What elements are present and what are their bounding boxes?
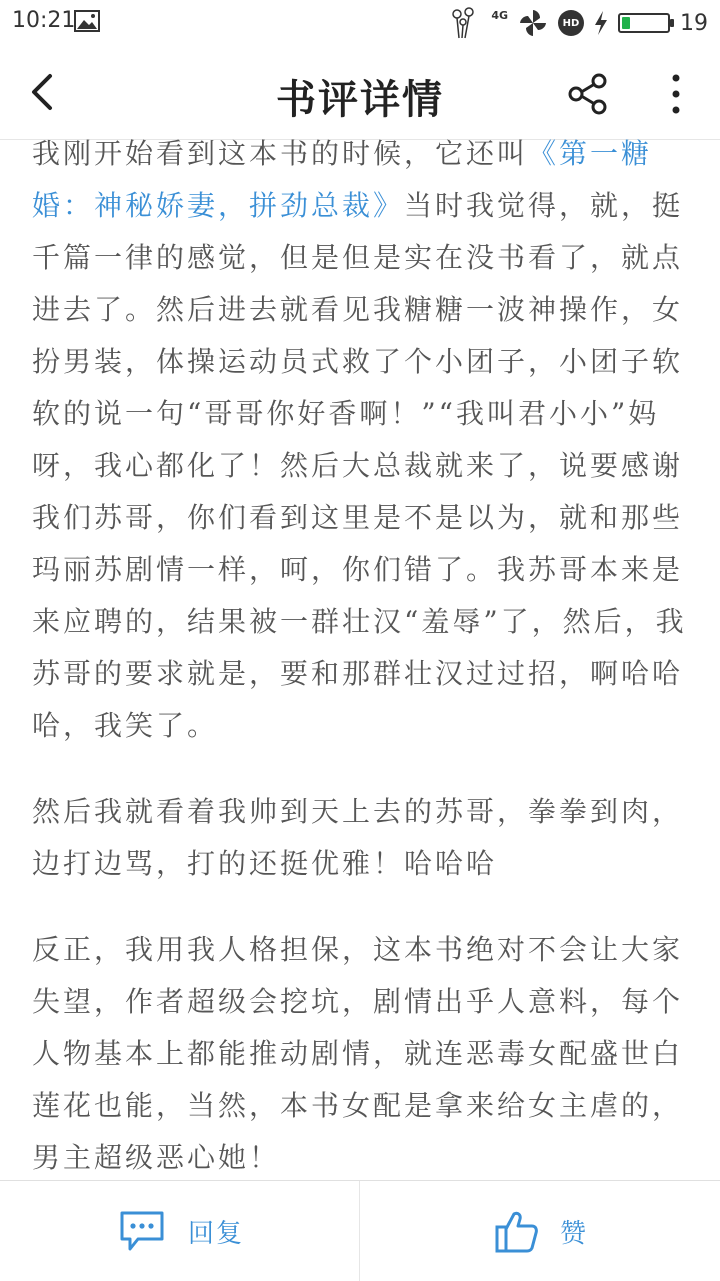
review-paragraph: 反正，我用我人格担保，这本书绝对不会让大家失望，作者超级会挖坑，剧情出乎人意料，每个人物基本上都能推动剧情，就连恶毒女配盛世白莲花也能，当然，本书女配是拿来给女主虐的，男主超级恶心她！ bbox=[32, 933, 684, 1174]
reply-label: 回复 bbox=[188, 1218, 245, 1249]
gallery-icon bbox=[74, 10, 100, 32]
more-icon[interactable] bbox=[664, 72, 688, 116]
review-paragraph bbox=[32, 128, 692, 752]
status-icons bbox=[447, 6, 708, 40]
like-button[interactable] bbox=[494, 1205, 588, 1257]
battery-fill bbox=[622, 17, 630, 29]
bottom-action-bar bbox=[0, 1180, 720, 1280]
book-title-link[interactable]: 《第一糖婚：神秘娇妻，拼劲总裁》 bbox=[32, 137, 653, 222]
bottom-divider bbox=[359, 1181, 360, 1281]
like-label: 赞 bbox=[560, 1218, 589, 1249]
share-icon[interactable] bbox=[566, 72, 610, 116]
page-title: 书评详情 bbox=[276, 77, 444, 123]
hd-badge: HD bbox=[558, 10, 584, 36]
status-bar bbox=[0, 0, 720, 44]
charging-icon bbox=[594, 11, 608, 35]
app-header bbox=[0, 44, 720, 140]
chat-icon bbox=[118, 1209, 166, 1253]
review-text: 我刚开始看到这本书的时候，它还叫 bbox=[32, 137, 529, 170]
thumbs-up-icon bbox=[494, 1208, 540, 1254]
status-time: 10:21 bbox=[12, 8, 76, 33]
battery-level: 19 bbox=[680, 10, 708, 36]
reply-button[interactable] bbox=[118, 1205, 244, 1257]
flower-icon bbox=[447, 6, 481, 40]
network-label: 4G bbox=[491, 8, 508, 22]
battery-icon bbox=[618, 13, 670, 33]
review-paragraph: 然后我就看着我帅到天上去的苏哥，拳拳到肉，边打边骂，打的还挺优雅！哈哈哈 bbox=[32, 795, 684, 880]
review-text: 当时我觉得，就，挺千篇一律的感觉，但是但是实在没书看了，就点进去了。然后进去就看见我糖糖一波神操作，女扮男装，体操运动员式救了个小团子，小团子软软的说一句“哥哥你好香啊！”“我叫君小小”妈呀，我心都化了！然后大总裁就来了，说要感谢我们苏哥，你们看到这里是不是以为，就和那些玛丽苏剧情一样，呵，你们错了。我苏哥本来是来应聘的，结果被一群壮汉“羞辱”了，然后，我苏哥的要求就是，要和那群壮汉过过招，啊哈哈哈，我笑了。 bbox=[32, 189, 687, 742]
review-body bbox=[32, 128, 692, 1178]
pinwheel-icon bbox=[518, 8, 548, 38]
